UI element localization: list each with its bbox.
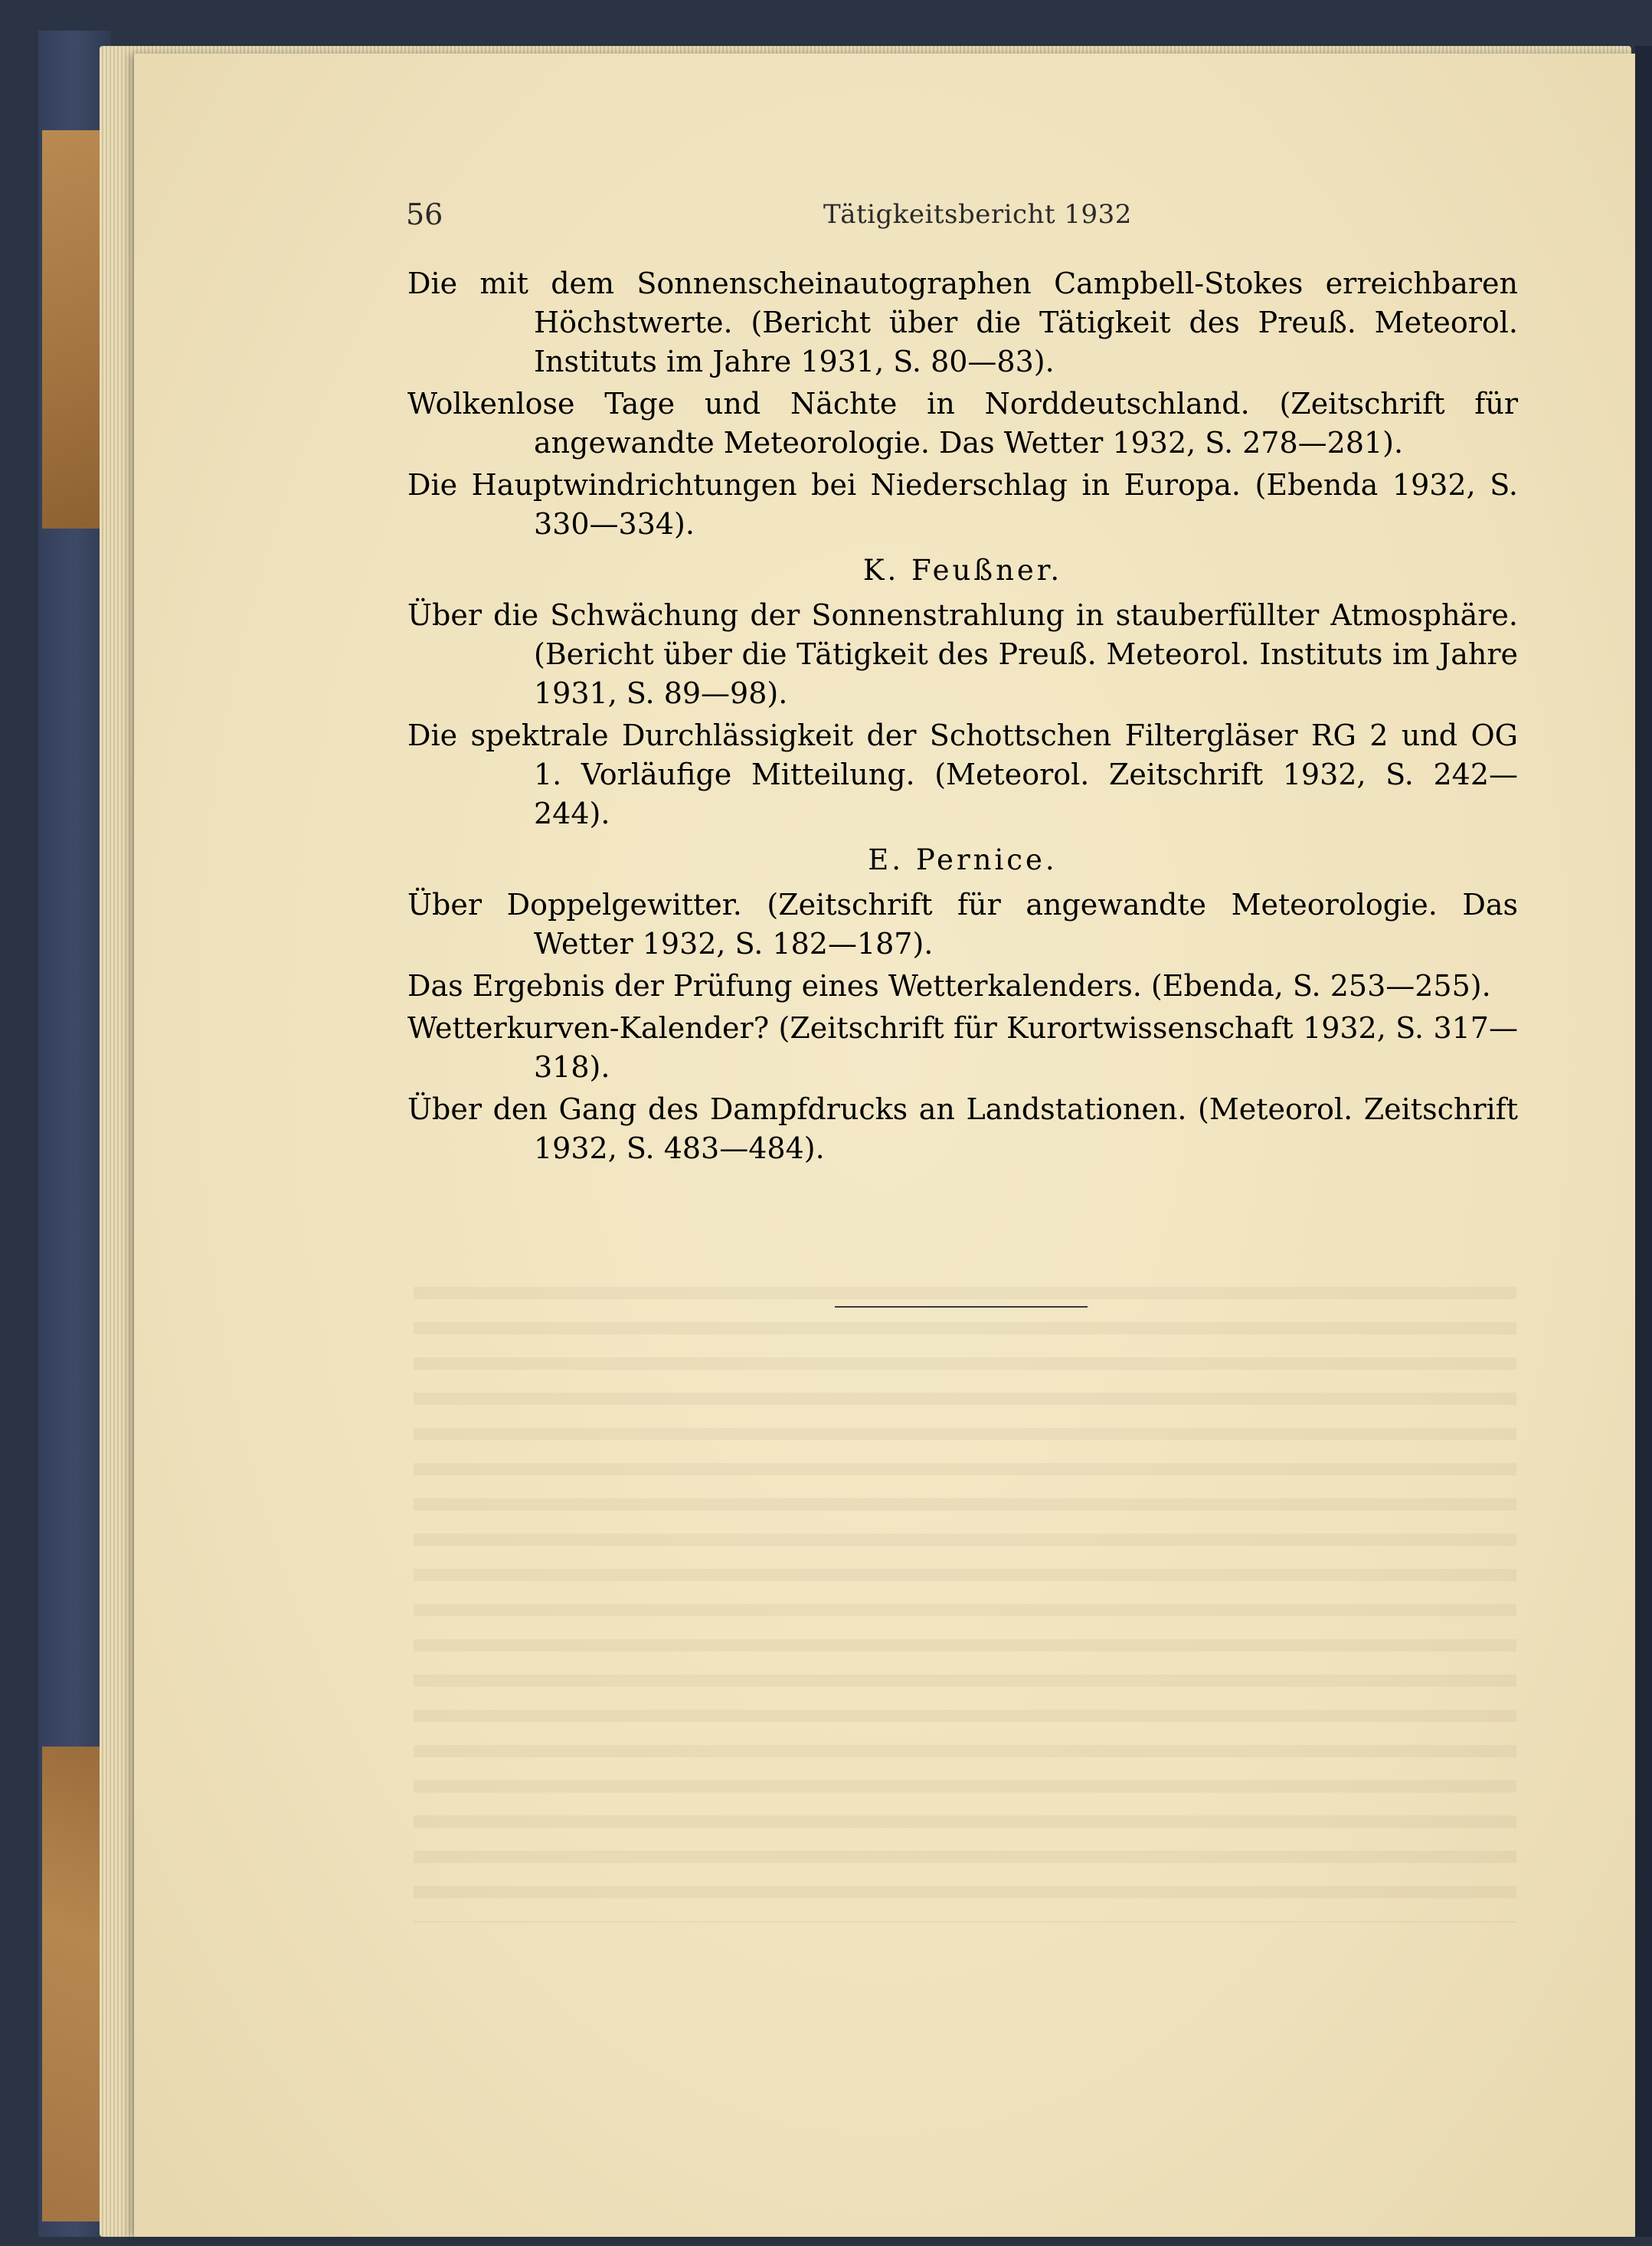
show-through-text	[414, 1264, 1516, 1923]
bibliography-entry: Die Hauptwindrichtungen bei Niederschlag in Europa. (Ebenda 1932, S. 330—334).	[407, 468, 1518, 541]
leather-corner-top	[42, 130, 107, 529]
section-1	[407, 264, 1518, 544]
bibliography	[407, 264, 1518, 1171]
page-number: 56	[406, 198, 443, 231]
author-heading: E. Pernice.	[868, 843, 1058, 876]
running-title: Tätigkeitsbericht 1932	[823, 199, 1132, 230]
section-pernice	[407, 840, 1518, 1168]
book-cover-right	[1635, 46, 1652, 2237]
bibliography-entry: Über die Schwächung der Sonnenstrahlung in stauberfüllter Atmosphäre. (Bericht über die Tätigkeit des Preuß. Meteorol. Instituts im Jahre 1931, S. 89—98).	[407, 598, 1518, 710]
bibliography-entry: Die mit dem Sonnenscheinautographen Campbell-Stokes erreichbaren Höchstwerte. (Bericht über die Tätigkeit des Preuß. Meteorol. Instituts im Jahre 1931, S. 80—83).	[407, 267, 1518, 378]
section-feussner	[407, 550, 1518, 833]
bibliography-entry: Über Doppelgewitter. (Zeitschrift für angewandte Meteorologie. Das Wetter 1932, S. 182—187).	[407, 888, 1518, 961]
bibliography-entry: Die spektrale Durchlässigkeit der Schottschen Filtergläser RG 2 und OG 1. Vorläufige Mitteilung. (Meteorol. Zeitschrift 1932, S. 242—244).	[407, 719, 1518, 830]
bibliography-entry: Wetterkurven-Kalender? (Zeitschrift für Kurortwissenschaft 1932, S. 317—318).	[407, 1011, 1518, 1084]
section-end-rule	[835, 1306, 1088, 1308]
bibliography-entry: Wolkenlose Tage und Nächte in Norddeutschland. (Zeitschrift für angewandte Meteorologie. Das Wetter 1932, S. 278—281).	[407, 387, 1518, 460]
bibliography-entry: Das Ergebnis der Prüfung eines Wetterkalenders. (Ebenda, S. 253—255).	[407, 969, 1491, 1003]
running-head	[406, 198, 1516, 237]
author-heading: K. Feußner.	[862, 554, 1063, 587]
bibliography-entry: Über den Gang des Dampfdrucks an Landstationen. (Meteorol. Zeitschrift 1932, S. 483—484).	[407, 1092, 1518, 1165]
leather-corner-bottom	[42, 1747, 107, 2221]
